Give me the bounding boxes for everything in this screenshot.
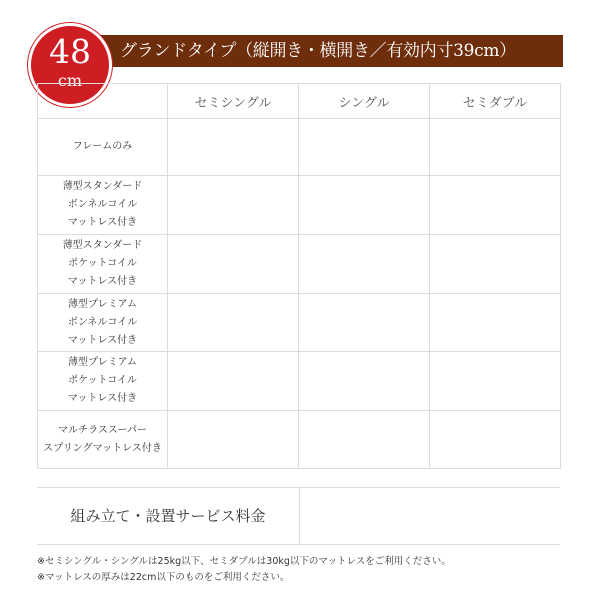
row-label-text: フレームのみ: [72, 141, 133, 152]
table-row: [38, 294, 561, 352]
price-cell: [430, 352, 561, 411]
price-cell: [299, 352, 430, 411]
price-table: [37, 83, 561, 469]
row-label: [38, 119, 168, 176]
price-cell: [430, 119, 561, 176]
row-label-text: 薄型スタンダード ボンネルコイル マットレス付き: [62, 181, 143, 228]
column-header-semi-double: セミダブル: [430, 84, 561, 119]
price-cell: [299, 294, 430, 352]
table-row: [38, 235, 561, 294]
price-cell: [168, 294, 299, 352]
row-label: [38, 235, 168, 294]
row-label: [38, 176, 168, 235]
price-cell: [168, 235, 299, 294]
price-cell: [430, 176, 561, 235]
price-cell: [299, 176, 430, 235]
note-weight: ※セミシングル・シングルは25kg以下、セミダブルは30kg以下のマットレスをご利用ください。: [37, 556, 451, 567]
table-header-row: [38, 84, 561, 119]
row-label-text: 薄型スタンダード ポケットコイル マットレス付き: [62, 240, 143, 287]
notes: [37, 554, 451, 586]
note-thickness: ※マットレスの厚みは22cm以下のものをご利用ください。: [37, 572, 290, 583]
price-cell: [430, 411, 561, 469]
table-row: [38, 411, 561, 469]
service-fee-value: [300, 488, 560, 544]
table-row: [38, 352, 561, 411]
column-header-semi-single: セミシングル: [168, 84, 299, 119]
row-label: [38, 411, 168, 469]
price-cell: [430, 235, 561, 294]
header-bar: [72, 35, 563, 67]
column-header-single: シングル: [299, 84, 430, 119]
table-row: [38, 176, 561, 235]
service-fee-row: [37, 487, 560, 545]
service-fee-label: 組み立て・設置サービス料金: [70, 507, 266, 525]
price-cell: [299, 235, 430, 294]
row-label-text: マルチラススーパー スプリングマットレス付き: [43, 424, 162, 454]
table-row: [38, 119, 561, 176]
price-cell: [430, 294, 561, 352]
header-title: グランドタイプ（縦開き・横開き／有効内寸39cm）: [120, 41, 516, 61]
price-cell: [168, 119, 299, 176]
row-label: [38, 352, 168, 411]
row-label-text: 薄型プレミアム ボンネルコイル マットレス付き: [67, 298, 138, 346]
price-cell: [168, 411, 299, 469]
price-cell: [299, 411, 430, 469]
row-label: [38, 294, 168, 352]
badge-number: 48: [49, 32, 91, 71]
price-cell: [168, 352, 299, 411]
price-cell: [299, 119, 430, 176]
badge-unit: cm: [57, 71, 83, 90]
price-cell: [168, 176, 299, 235]
corner-cell: [38, 84, 168, 119]
row-label-text: 薄型プレミアム ポケットコイル マットレス付き: [67, 357, 138, 404]
